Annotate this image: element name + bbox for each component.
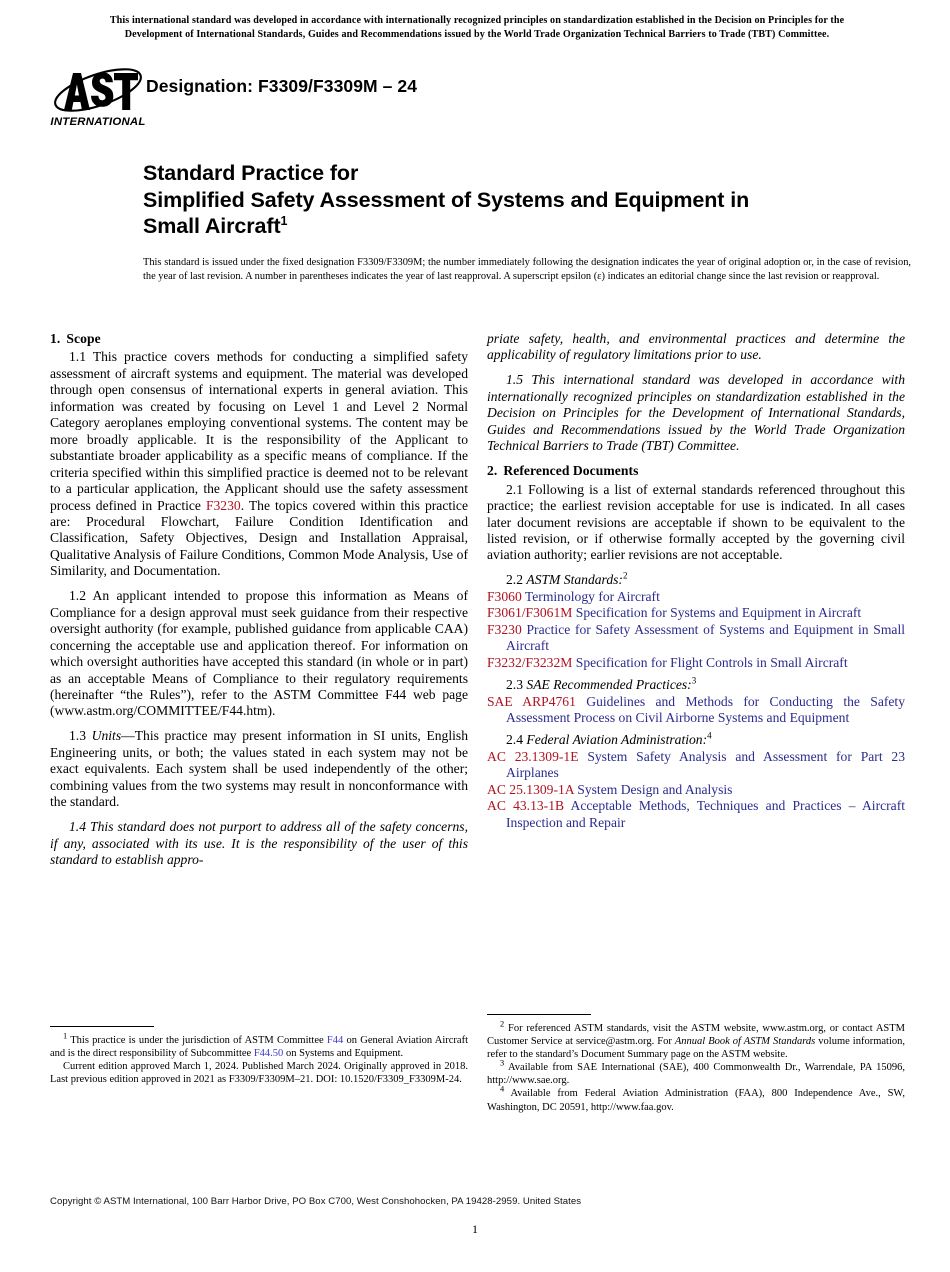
astm-standards-list [487,589,905,671]
list-item[interactable] [487,749,905,782]
title-block [143,160,908,240]
designation-label: Designation: F3309/F3309M – 24 [146,76,418,96]
subheading-astm-standards [487,572,905,588]
paragraph-1-5: 1.5 This international standard was developed in accordance with internationally recognized principles on standardization established in the Decision on Principles for the Development of International Standards, Guides and Recommendations issued by the World Trade Organization Technical Barriers to Trade (TBT) Committee. [487,372,905,454]
footnote-3-text: Available from SAE International (SAE), 400 Commonwealth Dr., Warrendale, PA 15096, http://www.sae.org. [487,1062,905,1087]
sae-footnote-marker: 3 [691,675,697,686]
tbt-header-line2: Development of International Standards, Guides and Recommendations issued by the World Trade Organization Technical Barriers to Trade (TBT) Committee. [124,28,830,40]
subsection-number-2-2: 2.2 [506,572,527,588]
section-number-1: 1. [50,331,61,346]
faa-footnote-marker: 4 [707,730,712,741]
footnote-1-part-c: on Systems and Equipment. [283,1048,404,1060]
paragraph-1-1 [50,349,468,579]
ref-title[interactable]: Guidelines and Methods for Conducting the Safety Assessment Process on Civil Airborne Systems and Equipment [506,693,905,726]
ref-title[interactable]: Acceptable Methods, Techniques and Practices – Aircraft Inspection and Repair [506,798,905,830]
list-item[interactable] [487,798,905,831]
link-f44-50[interactable]: F44.50 [253,1048,284,1060]
list-item[interactable] [487,694,905,727]
footnotes-right [487,1014,905,1114]
footnote-3-marker: 3 [500,1058,505,1068]
para-1-3-number: 1.3 [69,728,92,744]
astm-footnote-marker: 2 [622,570,628,581]
footnote-2-part-b: volume information, refer to the standard’s Document Summary page on the ASTM website. [487,1036,905,1061]
paragraph-2-1: 2.1 Following is a list of external standards referenced throughout this practice; the earliest revision acceptable for use is indicated. In all cases later document revisions are acceptable if shown to be equivalent to the listed revision, or if otherwise formally accepted by the governing civil aviation authority; earlier revisions are not acceptable. [487,481,905,563]
subheading-sae-recommended-practices [487,677,905,693]
footnote-4 [487,1084,905,1113]
footnote-2-italic: Annual Book of ASTM Standards [674,1036,816,1048]
footnote-1 [50,1031,469,1060]
subsection-title-astm: ASTM Standards: [526,572,623,588]
list-item[interactable] [487,782,905,798]
title-line-3: Small Aircraft [143,214,281,238]
left-column [50,331,468,877]
paragraph-1-4-continued: priate safety, health, and environmental practices and determine the applicability of regulatory limitations prior to use. [487,331,905,363]
ref-designation[interactable]: F3230 [487,621,522,637]
paragraph-1-4: 1.4 This standard does not purport to address all of the safety concerns, if any, associated with its use. It is the responsibility of the user of this standard to establish appro- [50,819,468,868]
astm-logo-subtitle: INTERNATIONAL [50,116,146,128]
footnote-2-part-a: For referenced ASTM standards, visit the ASTM website, www.astm.org, or contact ASTM Customer Service at service@astm.org. For [487,1023,906,1048]
astm-logo-mark [50,63,146,119]
section-number-2: 2. [487,463,498,479]
list-item[interactable] [487,622,905,655]
faa-documents-list [487,749,905,831]
ref-designation[interactable]: AC 25.1309-1A [487,781,574,797]
ref-title[interactable]: System Safety Analysis and Assessment for Part 23 Airplanes [506,748,905,781]
issue-statement: This standard is issued under the fixed designation F3309/F3309M; the number immediately following the designation indicates the year of original adoption or, in the case of revision, the year of last revision. A number in parentheses indicates the year of last reapproval. A superscript epsilon (ε) indicates an editorial change since the last revision or reapproval. [143,257,911,283]
page-title [143,160,908,240]
astm-logo [50,63,146,133]
section-title-referenced-documents: Referenced Documents [503,463,639,479]
ref-designation[interactable]: AC 43.13-1B [487,798,565,814]
right-column [487,331,905,831]
ref-title[interactable]: Practice for Safety Assessment of Systems and Equipment in Small Aircraft [506,621,905,654]
subheading-federal-aviation-administration [487,732,905,748]
ref-designation[interactable]: F3232/F3232M [487,654,573,670]
footnote-current-edition: Current edition approved March 1, 2024. Published March 2024. Originally approved in 2018. Last previous edition approved in 2021 as F3309/F3309M–21. DOI: 10.1520/F3309_F3309M-24. [50,1061,468,1086]
ref-designation[interactable]: SAE ARP4761 [487,693,576,709]
tbt-header-line1: This international standard was developed in accordance with internationally recognized principles on standardization established in the Decision on Principles for the [109,15,845,26]
footnote-1-marker: 1 [63,1031,68,1041]
footnote-separator [50,1026,154,1027]
footnote-2-marker: 2 [500,1019,505,1029]
section-heading-scope [50,331,468,347]
section-title-scope: Scope [66,331,101,346]
ref-title[interactable]: System Design and Analysis [577,781,733,797]
page-number: 1 [472,1222,478,1236]
sae-practices-list [487,694,905,727]
para-1-1-part-a: 1.1 This practice covers methods for conducting a simplified safety assessment of aircraft systems and equipment. The material was developed through open consensus of international experts in general aviation. This information was created by focusing on Level 1 and Level 2 Normal Category aeroplanes employing conventional systems. The content may be more broadly applicable. It is the responsibility of the Applicant to substantiate broader applicability as a specific means of compliance. If the criteria specified within this simplified practice is deemed not to be relevant to a particular application, the Applicant should use the safety assessment process defined in Practice [50,349,468,513]
section-heading-referenced-documents [487,463,905,479]
paragraph-1-2: 1.2 An applicant intended to propose this information as Means of Compliance for a design approval must seek guidance from their respective oversight authority (for example, published guidance from applicable CAA) concerning the acceptable use and application thereof. For information on which oversight authorities have accepted this standard (in whole or in part) as an acceptable Means of Compliance to their regulatory requirements (hereinafter “the Rules”), refer to the ASTM Committee F44 web page (www.astm.org/COMMITTEE/F44.htm). [50,588,468,719]
link-f3230[interactable]: F3230 [205,497,241,513]
footnote-4-marker: 4 [500,1084,505,1094]
ref-designation[interactable]: F3061/F3061M [487,605,573,621]
ref-title[interactable]: Specification for Flight Controls in Small Aircraft [575,654,848,670]
list-item[interactable] [487,605,905,621]
subsection-title-sae: SAE Recommended Practices: [526,677,692,693]
ref-title[interactable]: Specification for Systems and Equipment in Aircraft [575,605,862,621]
list-item[interactable] [487,655,905,671]
footnote-3 [487,1058,905,1087]
para-1-1-part-b: . The topics covered within this practice are: Procedural Flowchart, Failure Condition Identification and Classification, Safety Objectives, Design and Installation Appraisal, Qualitative Analysis of Failure Conditions, Common Mode Analysis, Use of Similarity, and Documentation. [50,497,468,579]
footnote-separator [487,1014,591,1015]
para-1-3-text: —This practice may present information in SI units, English Engineering units, or both; the values stated in each system may not be exact equivalents. Each system shall be used independently of the other; combining values from the two systems may result in nonconformance with the standard. [50,728,468,810]
footnote-1-part-a: This practice is under the jurisdiction of ASTM Committee [70,1035,327,1046]
subsection-number-2-4: 2.4 [506,732,527,748]
title-line-1: Standard Practice for [143,161,359,185]
footnotes-left [50,1026,468,1086]
subsection-title-faa: Federal Aviation Administration: [526,732,708,748]
title-footnote-marker: 1 [280,213,288,228]
title-line-2: Simplified Safety Assessment of Systems and Equipment in [143,187,750,212]
list-item[interactable] [487,589,905,605]
link-f44[interactable]: F44 [326,1035,344,1046]
footnote-2 [487,1019,906,1061]
tbt-header [48,14,906,41]
paragraph-1-3 [50,728,468,810]
ref-designation[interactable]: F3060 [487,588,522,604]
subsection-number-2-3: 2.3 [506,677,527,693]
copyright-notice: Copyright © ASTM International, 100 Barr Harbor Drive, PO Box C700, West Conshohocken, PA 19428-2959. United States [50,1196,582,1207]
ref-designation[interactable]: AC 23.1309-1E [487,748,579,764]
ref-title[interactable]: Terminology for Aircraft [524,588,660,604]
para-1-3-term: Units [91,728,122,744]
footnote-1-part-b: on General Aviation Aircraft and is the direct responsibility of Subcommittee [50,1035,469,1060]
footnote-4-text: Available from Federal Aviation Administration (FAA), 800 Independence Ave., SW, Washington, DC 20591, http://www.faa.gov. [487,1088,905,1113]
